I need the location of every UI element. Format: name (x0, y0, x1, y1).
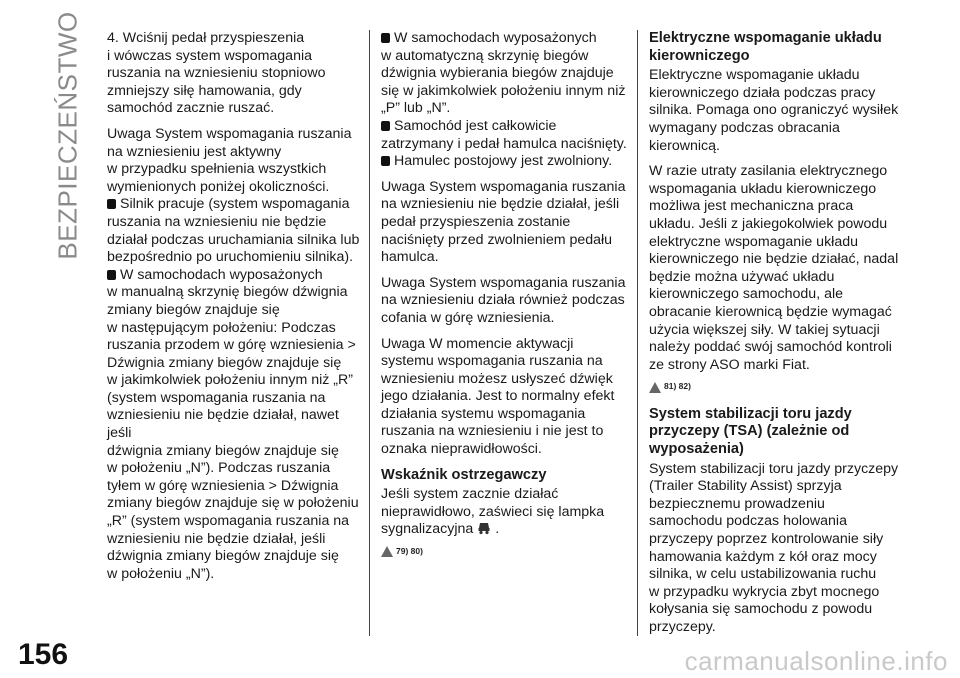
bullet-engine-running: Silnik pracuje (system wspomagania ruszania na wzniesieniu nie będzie działał podczas uruchamiania silnika lub bezpośrednio po uruchomieniu silnika). (107, 196, 360, 266)
checkbox-bullet-icon (107, 199, 116, 209)
page-number: 156 (18, 638, 69, 671)
heading-warning-light: Wskaźnik ostrzegawczy (381, 466, 547, 483)
column-divider (637, 30, 638, 636)
section-side-tab: BEZPIECZEŃSTWO (52, 10, 83, 260)
hill-start-warning-lamp-icon (477, 521, 491, 535)
heading-power-steering: Elektryczne wspomaganie układu kierowniczego (649, 30, 882, 64)
heading-trailer-stability: System stabilizacji toru jazdy przyczepy (TSA) (zależnie od wyposażenia) (649, 405, 852, 458)
paragraph-step-4: 4. Wciśnij pedał przyspieszenia i wówczas system wspomagania ruszania na wzniesieniu stopniowo zmniejszy siłę hamowania, gdy samochód zacznie ruszać. (107, 30, 326, 117)
column-divider (369, 30, 370, 636)
paragraph-note-conditions: Uwaga System wspomagania ruszania na wzniesieniu jest aktywny w przypadku spełnienia wszystkich wymienionych poniżej okoliczności. (107, 125, 352, 195)
warning-reference: 79) 80) (381, 543, 631, 561)
checkbox-bullet-icon (381, 156, 390, 166)
bullet-automatic-gearbox: W samochodach wyposażonych w automatyczną skrzynię biegów dźwignia wybierania biegów znajduje się w jakimkolwiek położeniu innym niż „P” lub „N”. (381, 30, 626, 117)
checkbox-bullet-icon (381, 33, 390, 43)
checkbox-bullet-icon (381, 121, 390, 131)
paragraph-warning-light: Jeśli system zacznie działać nieprawidłowo, zaświeci się lampka sygnalizacyjna . (381, 486, 605, 538)
bullet-manual-gearbox: W samochodach wyposażonych w manualną skrzynię biegów dźwignia zmiany biegów znajduje się w następującym położeniu: Podczas ruszania przodem w górę wzniesienia > Dźwignia zmiany biegów znajduje się w jakimkolwiek położeniu innym niż „R” (system wspomagania ruszania na wzniesieniu nie będzie działał, nawet jeśli dźwignia zmiany biegów znajduje się w położeniu „N”). Podczas ruszania tyłem w górę wzniesienia > Dźwignia zmiany biegów znajduje się w położeniu „R” (system wspomagania ruszania na wzniesieniu nie będzie działał, jeśli dźwignia zmiany biegów znajduje się w położeniu „N”). (107, 266, 359, 582)
warning-triangle-icon (649, 382, 661, 393)
checkbox-bullet-icon (107, 270, 116, 280)
paragraph-power-steering: Elektryczne wspomaganie układu kierowniczego działa podczas pracy silnika. Pomaga ono ograniczyć wysiłek wymagany podczas obracania kierownicą. (649, 67, 899, 154)
paragraph-note-sound: Uwaga W momencie aktywacji systemu wspomagania ruszania na wzniesieniu możesz usłyszeć dźwięk jego działania. Jest to normalny efekt działania systemu wspomagania ruszania na wzniesieniu i nie jest to oznaka nieprawidłowości. (381, 335, 615, 458)
paragraph-power-loss: W razie utraty zasilania elektrycznego wspomagania układu kierowniczego możliwa jest mechaniczna praca układu. Jeśli z jakiegokolwiek powodu elektryczne wspomaganie układu kierowniczego nie będzie działać, nadal będzie można używać układu kierowniczego samochodu, ale obracanie kierownicą będzie wymagać użycia większej siły. W takiej sytuacji należy poddać swój samochód kontroli ze strony ASO marki Fiat. (649, 163, 899, 373)
bullet-parking-brake: Hamulec postojowy jest zwolniony. (381, 153, 631, 171)
paragraph-trailer-stability: System stabilizacji toru jazdy przyczepy (Trailer Stability Assist) sprzyja bezpiecznemu prowadzeniu samochodu podczas holowania przyczepy poprzez kontrolowanie siły hamowania każdym z kół oraz mocy silnika, w celu ustabilizowania ruchu w przypadku wykrycia zbyt mocnego kołysania się samochodu z powodu przyczepy. (649, 460, 899, 635)
warning-triangle-icon (381, 546, 393, 557)
column-2 (381, 30, 631, 571)
column-3 (649, 30, 911, 645)
warning-reference: 81) 82) (649, 378, 911, 396)
column-1 (107, 30, 362, 591)
bullet-vehicle-stopped: Samochód jest całkowicie zatrzymany i pedał hamulca naciśnięty. (381, 117, 627, 152)
watermark: carmanualsonline.info (684, 646, 948, 676)
paragraph-note-reverse: Uwaga System wspomagania ruszania na wzniesieniu działa również podczas cofania w górę wzniesienia. (381, 274, 626, 326)
paragraph-note-accelerator: Uwaga System wspomagania ruszania na wzniesieniu nie będzie działał, jeśli pedał przyspieszenia zostanie naciśnięty przed zwolnieniem pedału hamulca. (381, 178, 626, 266)
